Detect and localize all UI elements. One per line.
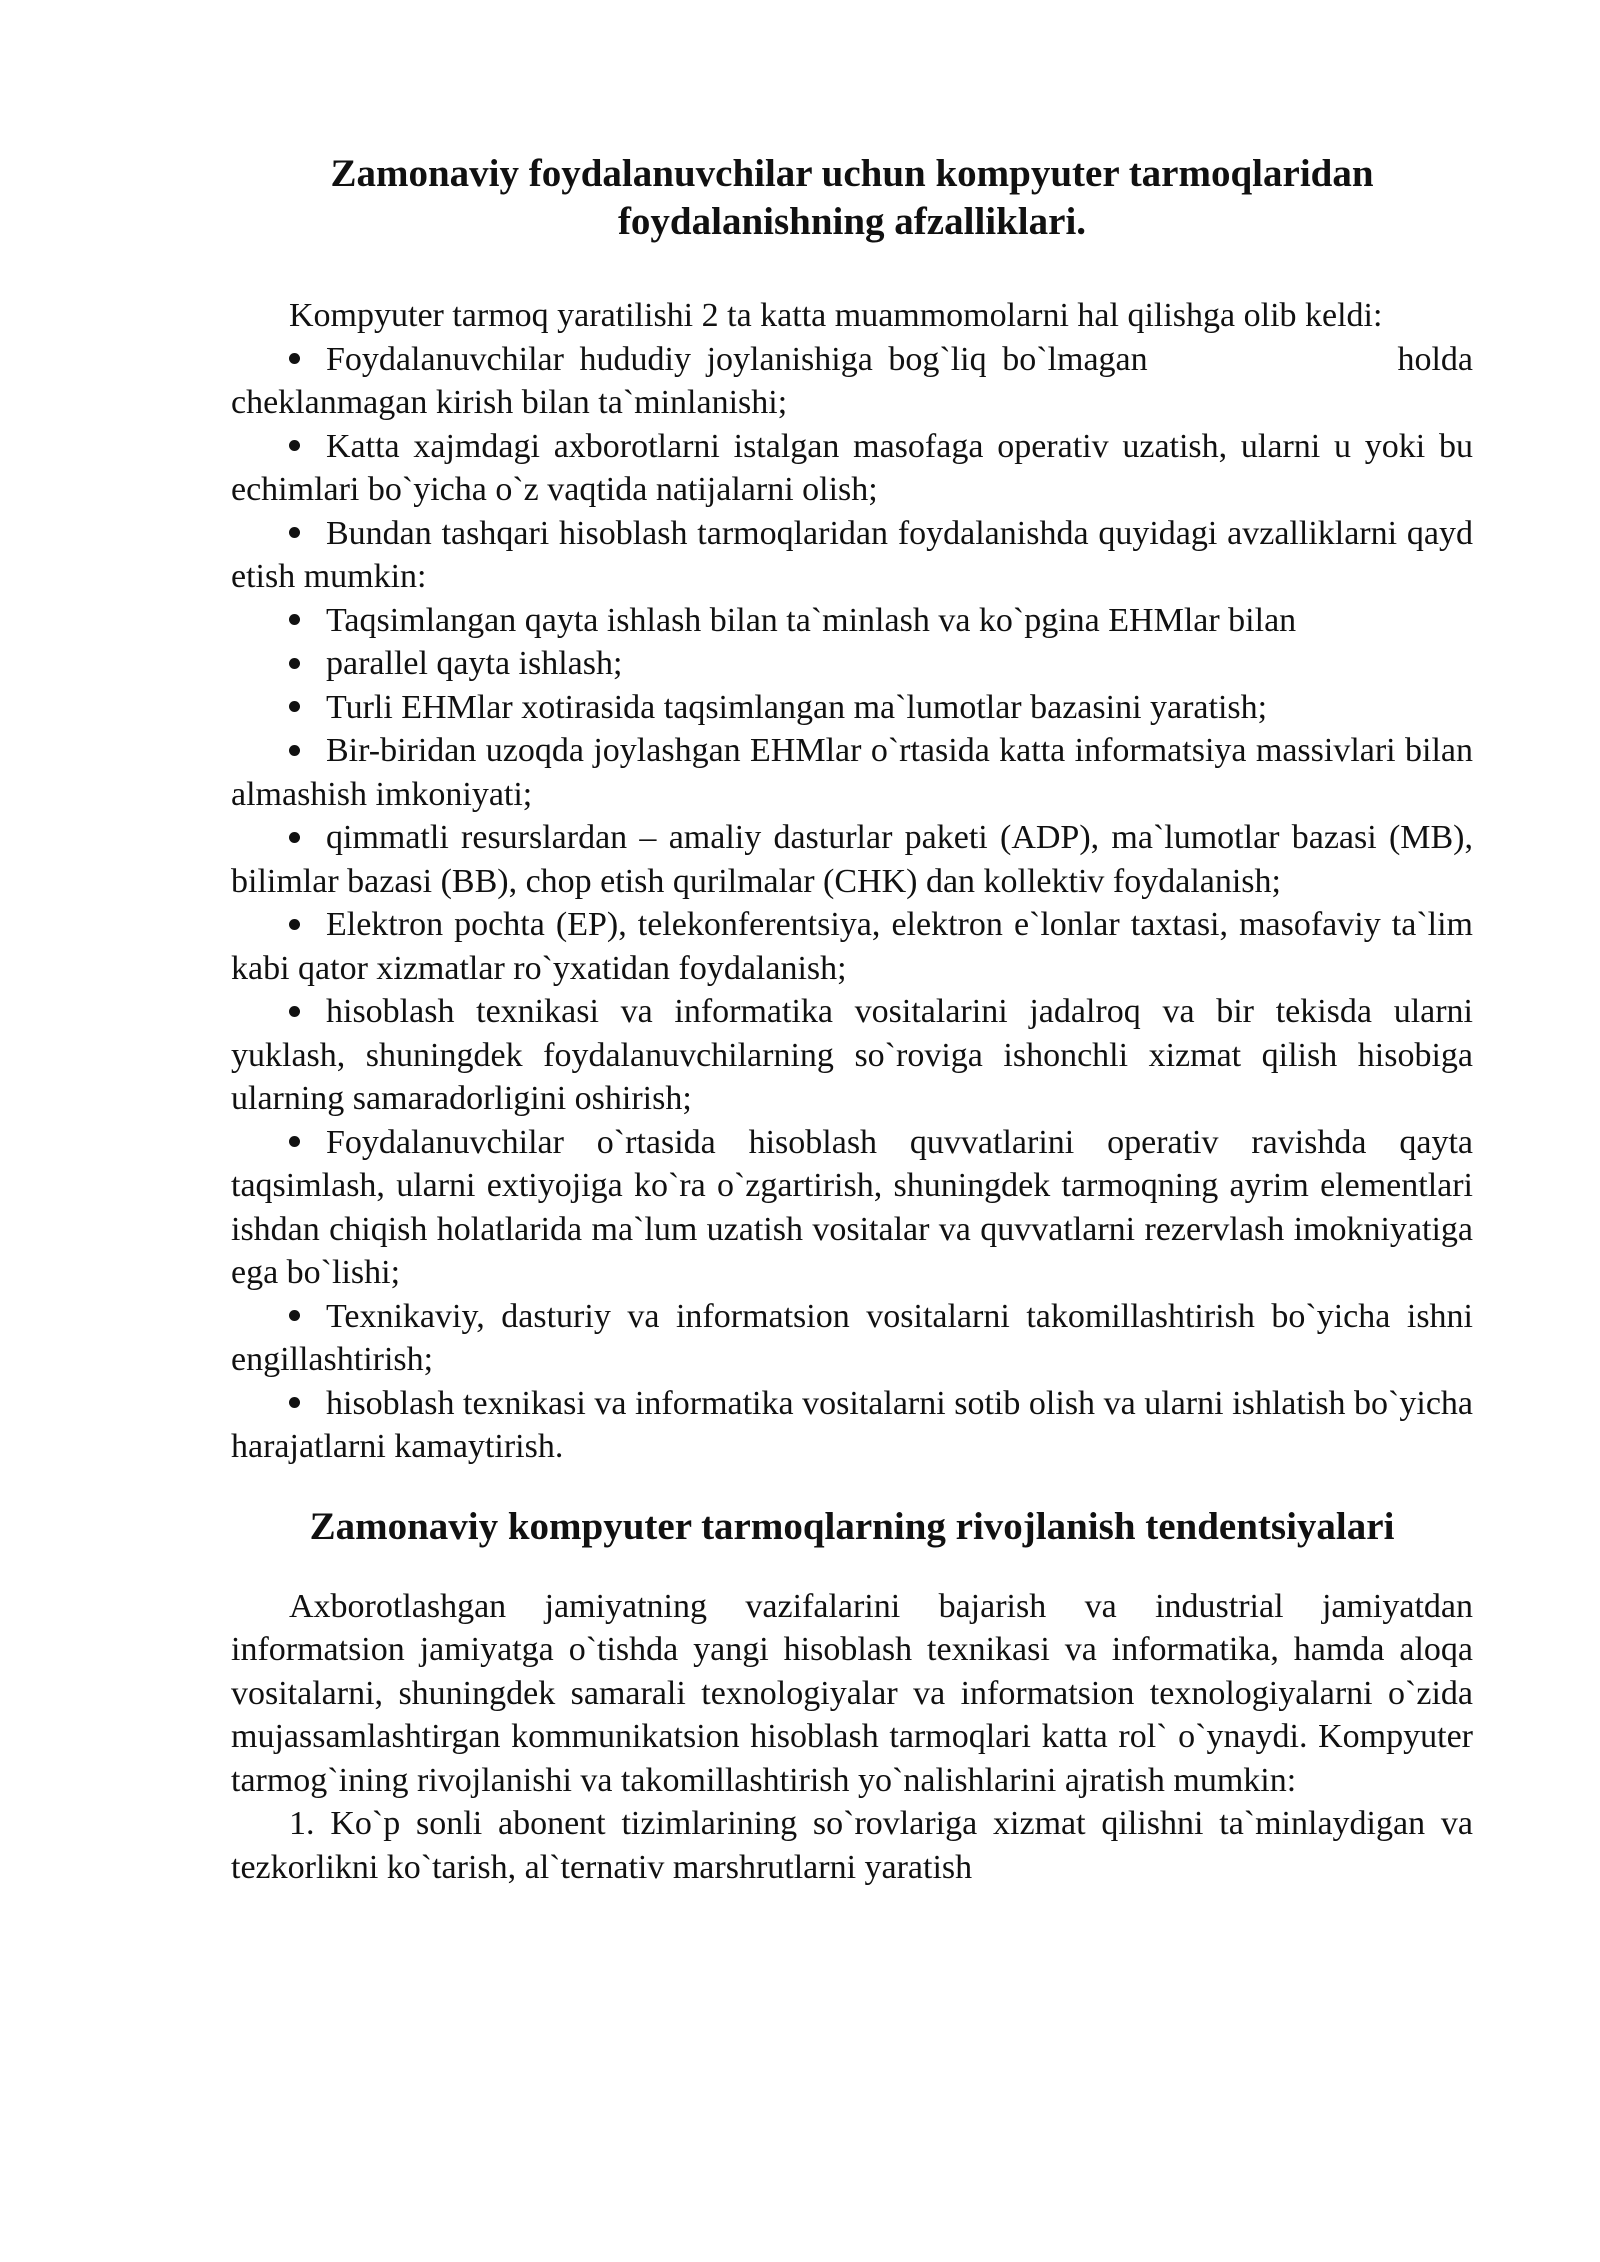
bullet-icon [289,425,326,469]
list-item: Elektron pochta (EP), telekonferentsiya, elektron e`lonlar taxtasi, masofaviy ta`lim kabi qator xizmatlar ro`yxatidan foydalanish; [231,903,1473,990]
intro-paragraph: Kompyuter tarmoq yaratilishi 2 ta katta muammomolarni hal qilishga olib keldi: [289,297,1383,334]
bullet-icon [289,816,326,860]
bullet-icon [289,512,326,556]
bullet-icon [289,642,326,686]
advantages-list [231,338,1482,1469]
document-page [231,150,1482,1889]
list-item: Foydalanuvchilar o`rtasida hisoblash quvvatlarini operativ ravishda qayta taqsimlash, ularni extiyojiga ko`ra o`zgartirish, shuningdek tarmoqning ayrim elementlari ishdan chiqish holatlarida ma`lum uzatish vositalar va quvvatlarni rezervlash imokniyatiga ega bo`lishi; [231,1121,1473,1295]
list-item: parallel qayta ishlash; [231,642,1473,686]
list-item: Turli EHMlar xotirasida taqsimlangan ma`lumotlar bazasini yaratish; [231,686,1473,730]
bullet-icon [289,990,326,1034]
trends-paragraph: Axborotlashgan jamiyatning vazifalarini bajarish va industrial jamiyatdan informatsion jamiyatga o`tishda yangi hisoblash texnikasi va informatika, hamda aloqa vositalarni, shuningdek samarali texnologiyalar va informatsion texnologiyalarni o`zida mujassamlashtirgan kommunikatsion hisoblash tarmoqlari katta rol` o`ynaydi. Kompyuter tarmog`ining rivojlanishi va takomillashtirish yo`nalishlarini ajratish mumkin: [231,1587,1473,1799]
bullet-icon [289,903,326,947]
list-item: Foydalanuvchilar hududiy joylanishiga bog`liq bo`lmagan holda cheklanmagan kirish bilan ta`minlanishi; [231,338,1473,425]
list-item: hisoblash texnikasi va informatika vositalarni sotib olish va ularni ishlatish bo`yicha harajatlarni kamaytirish. [231,1382,1473,1469]
list-item: Texnikaviy, dasturiy va informatsion vositalarni takomillashtirish bo`yicha ishni engillashtirish; [231,1295,1473,1382]
heading-trends: Zamonaviy kompyuter tarmoqlarning rivojlanish tendentsiyalari [309,1504,1395,1548]
heading-advantages: Zamonaviy foydalanuvchilar uchun kompyuter tarmoqlaridan foydalanishning afzalliklari. [330,152,1374,243]
list-item: qimmatli resurslardan – amaliy dasturlar paketi (ADP), ma`lumotlar bazasi (MB), bilimlar bazasi (BB), chop etish qurilmalar (CHK) dan kollektiv foydalanish; [231,816,1473,903]
bullet-icon [289,1295,326,1339]
numbered-list-item: 1. Ko`p sonli abonent tizimlarining so`rovlariga xizmat qilishni ta`minlaydigan va tezkorlikni ko`tarish, al`ternativ marshrutlarni yaratish [231,1805,1473,1886]
list-item: Taqsimlangan qayta ishlash bilan ta`minlash va ko`pgina EHMlar bilan [231,599,1473,643]
list-item: hisoblash texnikasi va informatika vositalarini jadalroq va bir tekisda ularni yuklash, shuningdek foydalanuvchilarning so`roviga ishonchli xizmat qilish hisobiga ularning samaradorligini oshirish; [231,990,1473,1121]
list-item: Bir-biridan uzoqda joylashgan EHMlar o`rtasida katta informatsiya massivlari bilan almashish imkoniyati; [231,729,1473,816]
bullet-icon [289,1382,326,1426]
list-item: Katta xajmdagi axborotlarni istalgan masofaga operativ uzatish, ularni u yoki bu echimlari bo`yicha o`z vaqtida natijalarni olish; [231,425,1473,512]
bullet-icon [289,729,326,773]
bullet-icon [289,686,326,730]
bullet-icon [289,599,326,643]
bullet-icon [289,1121,326,1165]
list-item: Bundan tashqari hisoblash tarmoqlaridan foydalanishda quyidagi avzalliklarni qayd etish mumkin: [231,512,1473,599]
bullet-icon [289,338,326,382]
